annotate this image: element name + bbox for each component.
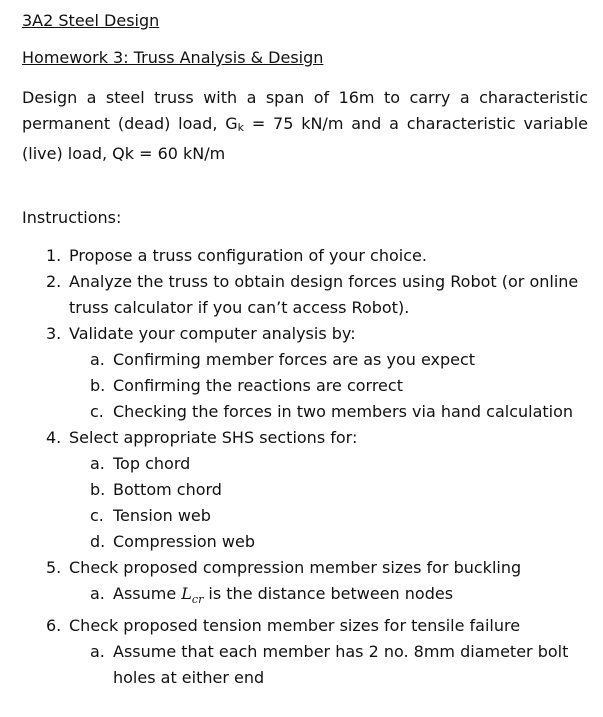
sub-item-letter: a.: [90, 350, 105, 369]
intro-line-2b: = 75 kN/m and a characteristic variable: [244, 114, 589, 133]
sub-item-text: Assume that each member has 2 no. 8mm diameter bolt holes at either end: [113, 642, 569, 688]
list-item: [22, 269, 588, 321]
sub-item-text: Tension web: [113, 506, 211, 525]
item-text: Check proposed tension member sizes for tensile failure: [69, 616, 521, 636]
sub-item-text: Confirming the reactions are correct: [113, 376, 403, 395]
sub-list-item: [22, 451, 588, 477]
sub-list-item: [22, 639, 588, 691]
item-text: Check proposed compression member sizes for buckling: [69, 558, 522, 577]
sub-list-item: [22, 399, 588, 425]
homework-title: Homework 3: Truss Analysis & Design: [22, 48, 324, 67]
sub-item-text: Top chord: [113, 454, 191, 473]
item-number: 5.: [46, 558, 62, 577]
intro-line-1: Design a steel truss with a span of 16m to carry a characteristic: [22, 88, 588, 107]
instructions-heading: Instructions:: [22, 208, 122, 227]
sub-item-text-after: is the distance between nodes: [203, 584, 454, 603]
instructions-list: [22, 243, 588, 691]
item-text: Analyze the truss to obtain design forces using Robot (or online truss calculator if you can’t access Robot).: [69, 272, 579, 317]
sub-list-item: [22, 529, 588, 555]
sub-item-letter: d.: [90, 532, 106, 551]
sub-item-text: Confirming member forces are as you expect: [113, 350, 476, 369]
item-number: 6.: [46, 616, 62, 636]
intro-line-3: (live) load, Qk = 60 kN/m: [22, 144, 226, 163]
sub-list-item: [22, 477, 588, 503]
lcr-symbol: [181, 584, 204, 607]
sub-item-letter: c.: [90, 506, 104, 525]
sub-item-letter: b.: [90, 480, 106, 499]
item-number: 1.: [46, 246, 62, 265]
list-item: [22, 613, 588, 639]
intro-line-2: permanent (dead) load, G: [22, 114, 238, 133]
sub-item-letter: b.: [90, 376, 106, 395]
sub-list-item: [22, 373, 588, 399]
item-text: Select appropriate SHS sections for:: [69, 428, 358, 447]
lcr-subscript: cr: [191, 593, 204, 607]
sub-item-letter: a.: [90, 454, 105, 473]
sub-item-letter: a.: [90, 642, 105, 662]
item-text: Propose a truss configuration of your choice.: [69, 246, 427, 265]
sub-item-text: Bottom chord: [113, 480, 222, 499]
list-item: [22, 425, 588, 451]
sub-item-letter: a.: [90, 584, 105, 603]
item-number: 4.: [46, 428, 62, 447]
list-item: [22, 555, 588, 581]
sub-item-text: Checking the forces in two members via hand calculation: [113, 402, 574, 421]
list-item: [22, 243, 588, 269]
sub-item-letter: c.: [90, 402, 104, 421]
gk-subscript: k: [237, 121, 245, 134]
intro-paragraph: [22, 85, 588, 167]
lcr-main: L: [181, 584, 192, 603]
item-text: Validate your computer analysis by:: [69, 324, 356, 343]
course-title: 3A2 Steel Design: [22, 11, 160, 30]
sub-item-text-before: Assume: [113, 584, 182, 603]
list-item: [22, 321, 588, 347]
sub-list-item: [22, 581, 588, 613]
sub-list-item: [22, 503, 588, 529]
item-number: 3.: [46, 324, 62, 343]
sub-item-text: Compression web: [113, 532, 255, 551]
sub-list-item: [22, 347, 588, 373]
item-number: 2.: [46, 272, 62, 291]
